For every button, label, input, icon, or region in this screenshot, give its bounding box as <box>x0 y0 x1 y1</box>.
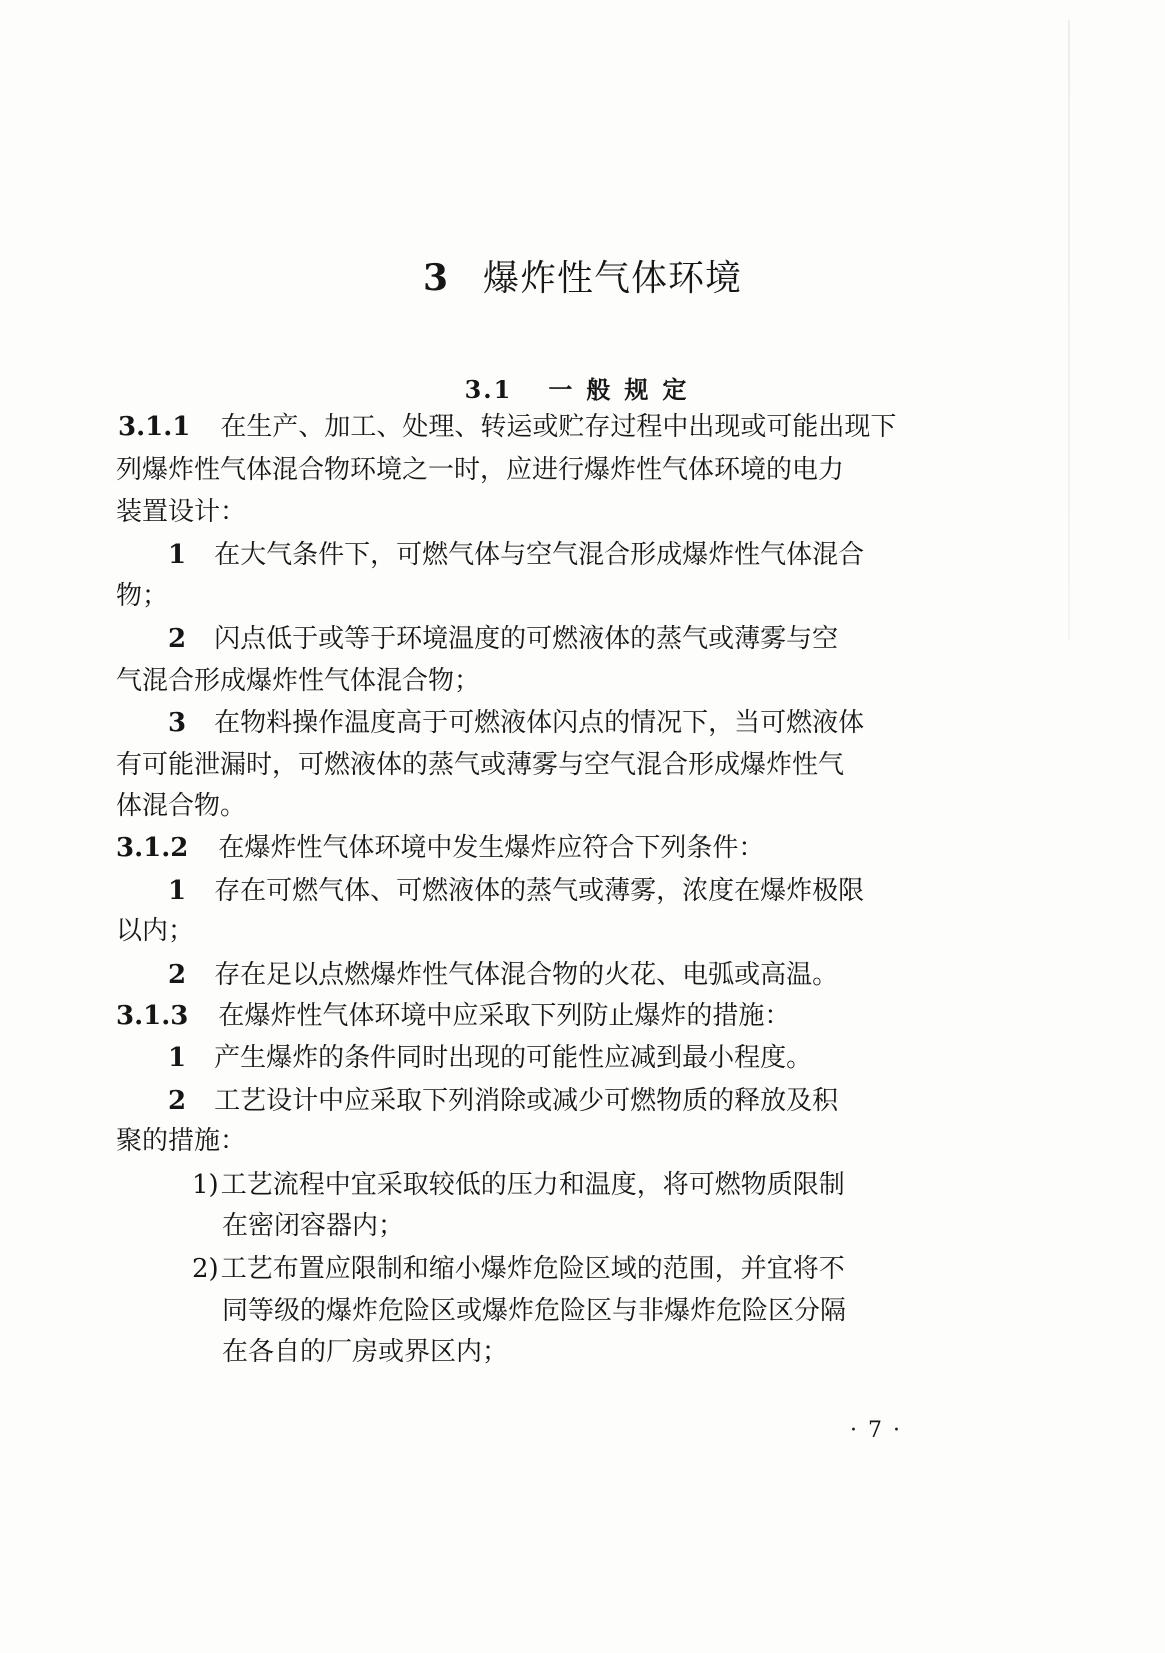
line-text: 存在可燃气体、可燃液体的蒸气或薄雾，浓度在爆炸极限 <box>214 876 865 906</box>
item-number: 2 <box>168 624 187 654</box>
line-text: 在爆炸性气体环境中应采取下列防止爆炸的措施： <box>218 1001 791 1031</box>
item-line <box>168 876 864 906</box>
line-text: 同等级的爆炸危险区或爆炸危险区与非爆炸危险区分隔 <box>222 1296 847 1326</box>
chapter-title <box>0 250 1165 301</box>
clause-number: 3.1.1 <box>118 412 191 442</box>
line-text: 闪点低于或等于环境温度的可燃液体的蒸气或薄雾与空 <box>214 624 839 654</box>
line-text: 装置设计： <box>116 497 247 527</box>
line-text: 在物料操作温度高于可燃液体闪点的情况下，当可燃液体 <box>214 708 865 738</box>
line-text: 列爆炸性气体混合物环境之一时，应进行爆炸性气体环境的电力 <box>116 455 845 485</box>
text-line <box>116 666 480 696</box>
text-line <box>116 1126 246 1156</box>
chapter-number: 3 <box>422 257 450 299</box>
clause-number: 3.1.3 <box>116 1001 189 1031</box>
clause-number: 3.1.2 <box>116 833 189 863</box>
line-text: 存在足以点燃爆炸性气体混合物的火花、电弧或高温。 <box>214 960 839 990</box>
item-line <box>168 1043 812 1073</box>
chapter-title-text: 爆炸性气体环境 <box>483 258 743 299</box>
scan-edge-line <box>1068 20 1070 640</box>
item-number: 2 <box>168 1086 187 1116</box>
item-line <box>168 540 864 570</box>
section-title <box>0 370 1165 405</box>
text-line <box>116 581 168 611</box>
item-line <box>168 708 864 738</box>
section-title-text: 一般规定 <box>548 375 701 404</box>
text-line <box>222 1211 404 1241</box>
line-text: 在密闭容器内； <box>222 1211 405 1241</box>
item-line <box>168 960 838 990</box>
clause-line <box>116 833 764 863</box>
clause-line <box>116 1001 790 1031</box>
item-line <box>168 624 838 654</box>
page-number: · 7 · <box>850 1418 902 1443</box>
line-text: 工艺设计中应采取下列消除或减少可燃物质的释放及积 <box>214 1086 839 1116</box>
text-line <box>116 916 194 946</box>
item-number: 1 <box>168 540 187 570</box>
text-line <box>116 497 246 527</box>
text-line <box>222 1337 508 1367</box>
subitem-number: 2) <box>192 1254 219 1284</box>
line-text: 物； <box>116 581 169 611</box>
line-text: 有可能泄漏时，可燃液体的蒸气或薄雾与空气混合形成爆炸性气 <box>116 750 845 780</box>
text-line <box>116 791 246 821</box>
item-line <box>168 1086 838 1116</box>
clause-line <box>118 412 896 442</box>
text-line <box>222 1296 846 1326</box>
line-text: 在爆炸性气体环境中发生爆炸应符合下列条件： <box>218 833 765 863</box>
line-text: 工艺布置应限制和缩小爆炸危险区域的范围，并宜将不 <box>220 1254 845 1284</box>
line-text: 聚的措施： <box>116 1126 247 1156</box>
line-text: 在大气条件下，可燃气体与空气混合形成爆炸性气体混合 <box>214 540 865 570</box>
line-text: 在各自的厂房或界区内； <box>222 1337 509 1367</box>
item-number: 1 <box>168 876 187 906</box>
line-text: 体混合物。 <box>116 791 247 821</box>
line-text: 在生产、加工、处理、转运或贮存过程中出现或可能出现下 <box>220 412 897 442</box>
subitem-number: 1) <box>192 1170 219 1200</box>
line-text: 以内； <box>116 916 195 946</box>
subitem-line <box>192 1254 845 1284</box>
item-number: 2 <box>168 960 187 990</box>
section-number: 3.1 <box>464 375 513 404</box>
item-number: 3 <box>168 708 187 738</box>
subitem-line <box>192 1170 845 1200</box>
line-text: 产生爆炸的条件同时出现的可能性应减到最小程度。 <box>214 1043 813 1073</box>
line-text: 工艺流程中宜采取较低的压力和温度，将可燃物质限制 <box>220 1170 845 1200</box>
text-line <box>116 750 844 780</box>
text-line <box>116 455 844 485</box>
item-number: 1 <box>168 1043 187 1073</box>
line-text: 气混合形成爆炸性气体混合物； <box>116 666 481 696</box>
